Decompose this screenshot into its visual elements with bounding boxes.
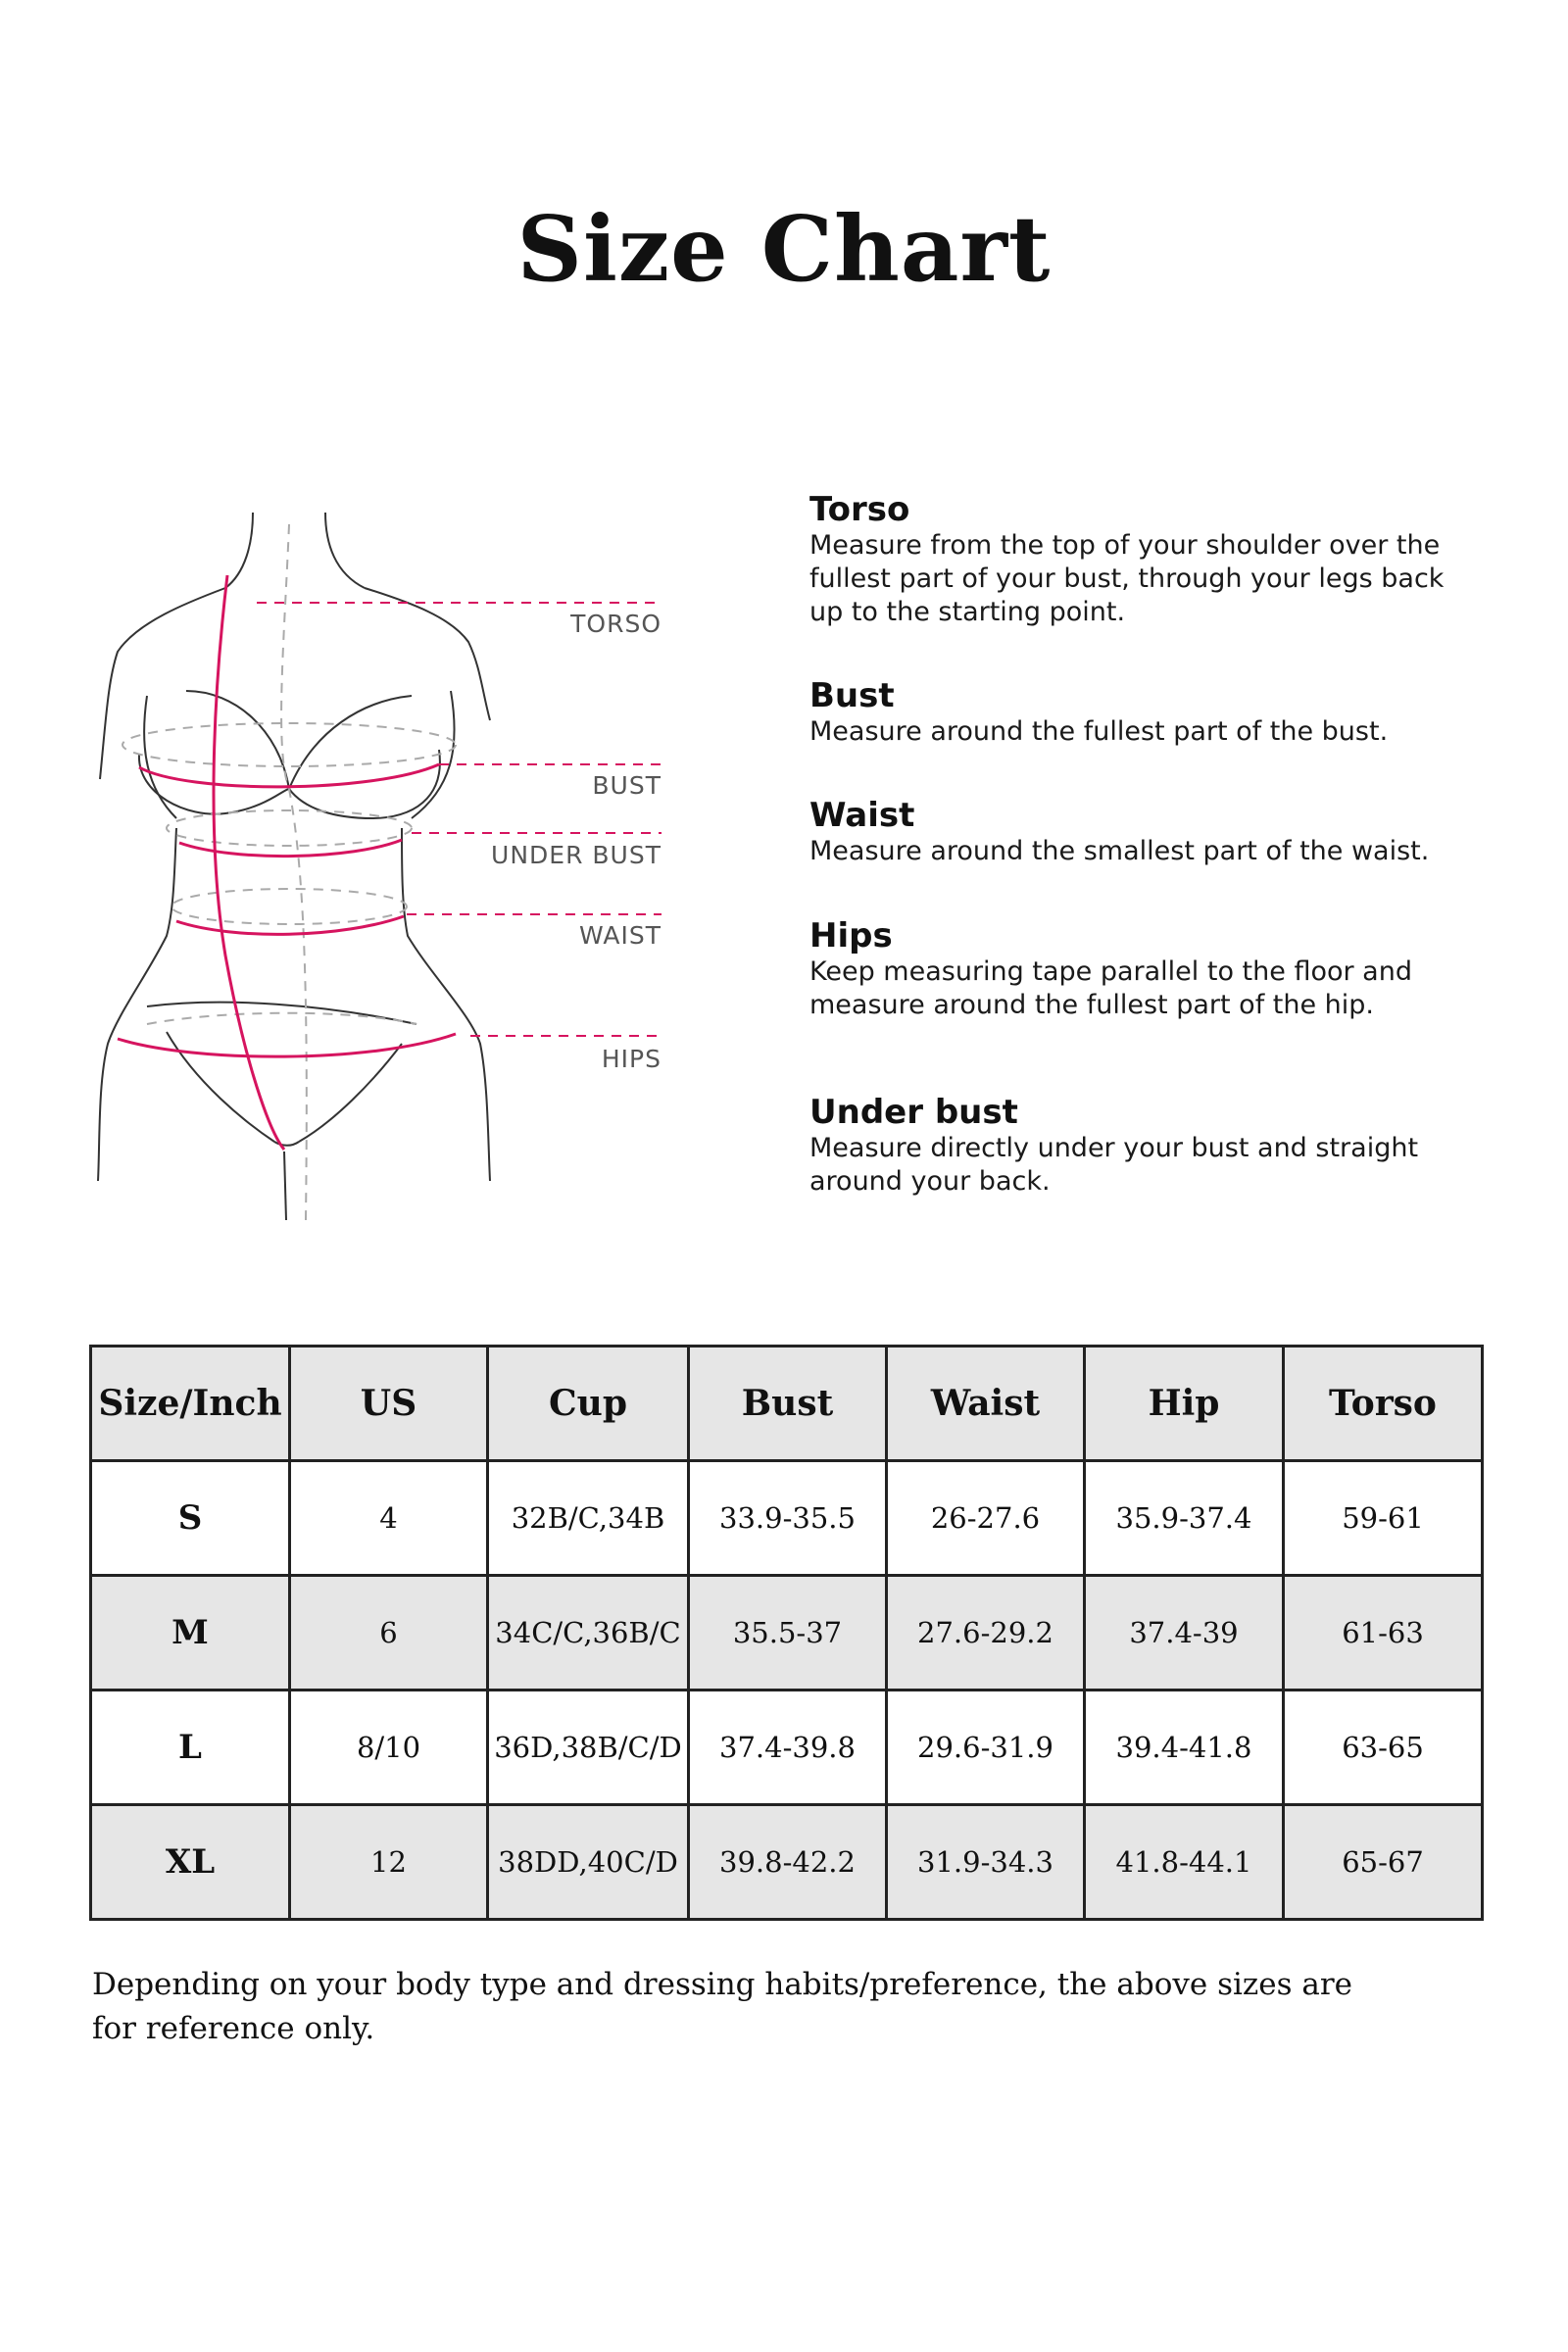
cell-cup: 32B/C,34B: [488, 1461, 689, 1576]
cell-waist: 31.9-34.3: [887, 1805, 1085, 1920]
definition-hips: [809, 916, 1486, 1022]
column-header-us: US: [290, 1347, 488, 1461]
cell-bust: 39.8-42.2: [689, 1805, 887, 1920]
column-header-torso: Torso: [1284, 1347, 1483, 1461]
table-header-row: [91, 1347, 1483, 1461]
cell-cup: 36D,38B/C/D: [488, 1690, 689, 1805]
cell-waist: 29.6-31.9: [887, 1690, 1085, 1805]
cell-cup: 34C/C,36B/C: [488, 1576, 689, 1690]
cell-torso: 59-61: [1284, 1461, 1483, 1576]
definition-under-bust: [809, 1093, 1486, 1199]
table-row: [91, 1805, 1483, 1920]
column-header-cup: Cup: [488, 1347, 689, 1461]
cell-waist: 26-27.6: [887, 1461, 1085, 1576]
definition-title: Under bust: [809, 1093, 1018, 1132]
cell-size: XL: [91, 1805, 290, 1920]
definition-waist: [809, 796, 1486, 868]
column-header-bust: Bust: [689, 1347, 887, 1461]
definition-text: Measure from the top of your shoulder over the fullest part of your bust, through your legs back up to the starting point.: [809, 530, 1445, 627]
definition-text: Measure directly under your bust and straight around your back.: [809, 1133, 1419, 1197]
column-header-waist: Waist: [887, 1347, 1085, 1461]
cell-us: 8/10: [290, 1690, 488, 1805]
cell-torso: 61-63: [1284, 1576, 1483, 1690]
body-measurement-figure: [78, 495, 686, 1220]
cell-bust: 33.9-35.5: [689, 1461, 887, 1576]
cell-torso: 65-67: [1284, 1805, 1483, 1920]
table-row: [91, 1461, 1483, 1576]
definition-text: Measure around the fullest part of the bust.: [809, 716, 1389, 747]
cell-size: L: [91, 1690, 290, 1805]
reference-note: Depending on your body type and dressing habits/preference, the above sizes are for reference only.: [92, 1967, 1352, 2046]
cell-size: S: [91, 1461, 290, 1576]
cell-hip: 41.8-44.1: [1085, 1805, 1284, 1920]
definition-text: Measure around the smallest part of the waist.: [809, 836, 1430, 866]
cell-torso: 63-65: [1284, 1690, 1483, 1805]
cell-bust: 35.5-37: [689, 1576, 887, 1690]
definition-torso: [809, 490, 1486, 629]
table-row: [91, 1690, 1483, 1805]
cell-waist: 27.6-29.2: [887, 1576, 1085, 1690]
size-table: [89, 1345, 1484, 1921]
cell-us: 6: [290, 1576, 488, 1690]
waist-label: WAIST: [579, 921, 662, 950]
column-header-hip: Hip: [1085, 1347, 1284, 1461]
body-outline-illustration: [78, 495, 686, 1220]
cell-us: 12: [290, 1805, 488, 1920]
cell-cup: 38DD,40C/D: [488, 1805, 689, 1920]
cell-size: M: [91, 1576, 290, 1690]
torso-label: TORSO: [570, 610, 662, 638]
column-header-size: Size/Inch: [91, 1347, 290, 1461]
bust-label: BUST: [592, 771, 662, 800]
hips-label: HIPS: [601, 1045, 662, 1073]
definition-title: Waist: [809, 796, 915, 835]
table-row: [91, 1576, 1483, 1690]
definition-bust: [809, 676, 1486, 749]
definition-text: Keep measuring tape parallel to the floor and measure around the fullest part of the hip.: [809, 956, 1412, 1020]
cell-bust: 37.4-39.8: [689, 1690, 887, 1805]
cell-us: 4: [290, 1461, 488, 1576]
cell-hip: 39.4-41.8: [1085, 1690, 1284, 1805]
definition-title: Bust: [809, 676, 895, 715]
cell-hip: 37.4-39: [1085, 1576, 1284, 1690]
cell-hip: 35.9-37.4: [1085, 1461, 1284, 1576]
definition-title: Torso: [809, 490, 910, 529]
under-bust-label: UNDER BUST: [491, 841, 662, 869]
definition-title: Hips: [809, 916, 893, 956]
page-title: Size Chart: [516, 196, 1052, 302]
